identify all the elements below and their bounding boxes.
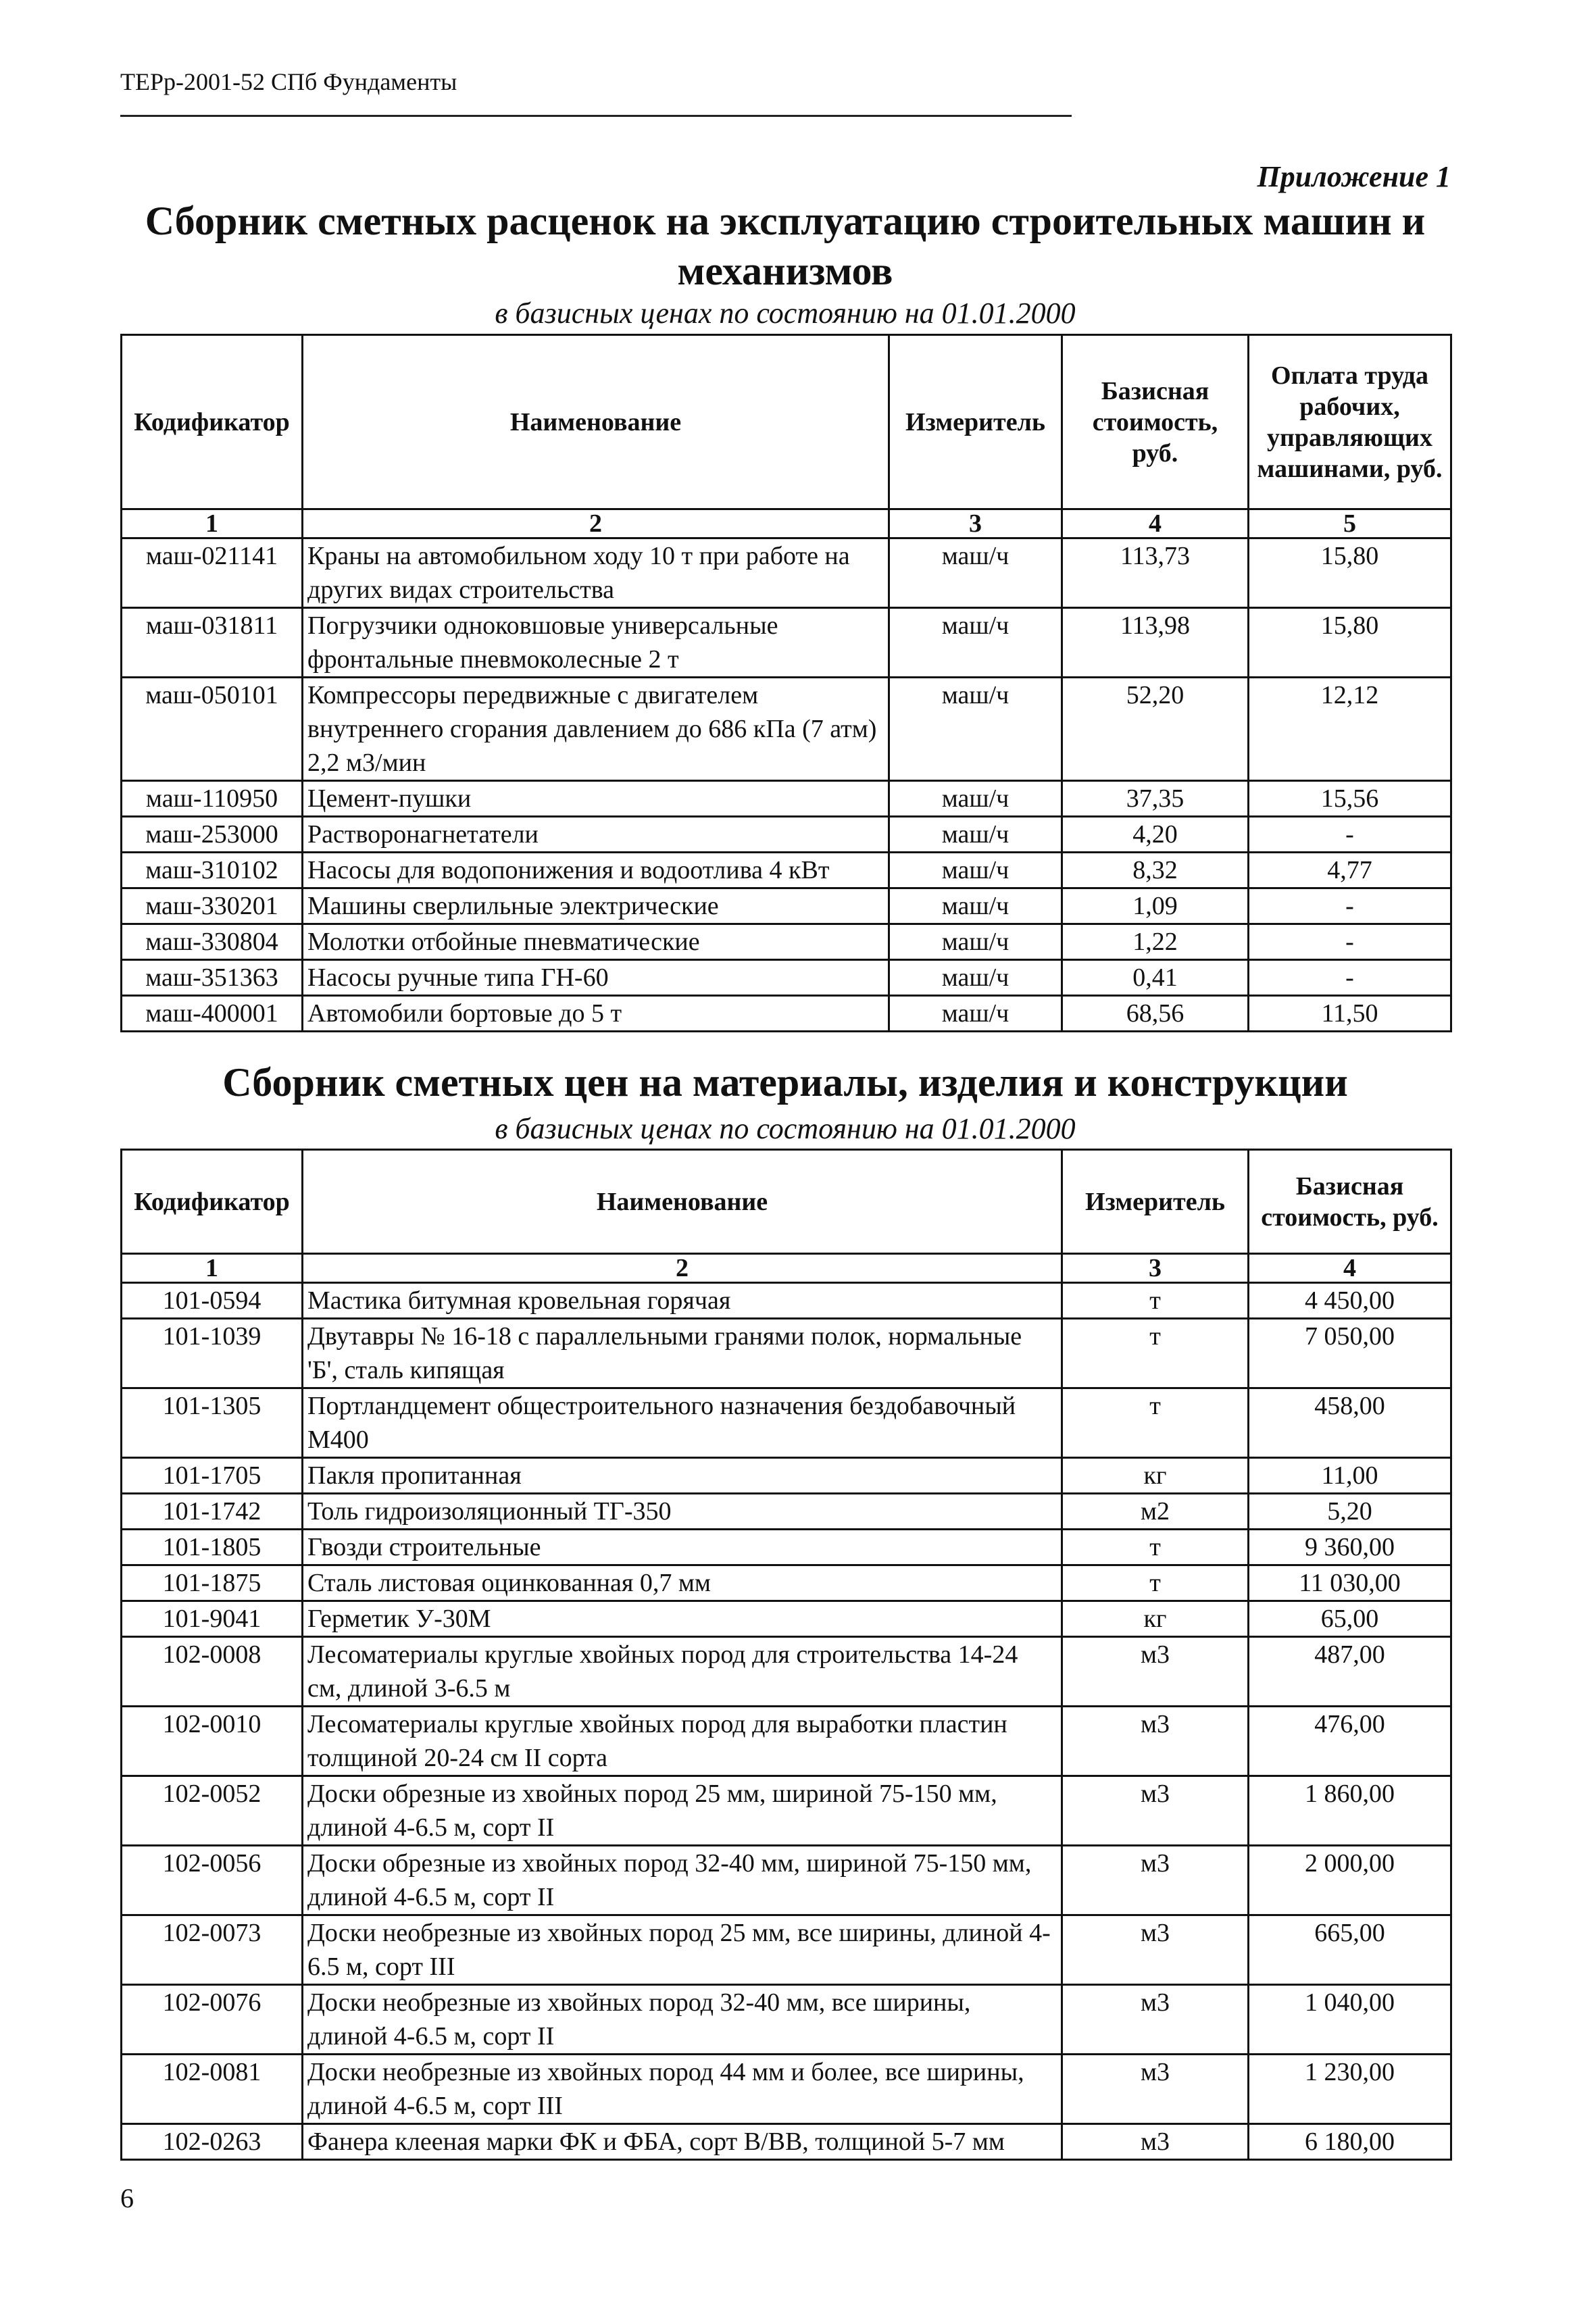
row-code: маш-031811 [122,608,303,678]
table-row [122,853,1451,888]
row-unit: маш/ч [889,853,1062,888]
row-name: Лесоматериалы круглые хвойных пород для строительства 14-24 см, длиной 3-6.5 м [303,1637,1062,1707]
row-code: 101-1742 [122,1494,303,1530]
row-cost: 113,73 [1062,538,1249,608]
machines-colnum: 5 [1249,509,1451,538]
row-cost: 487,00 [1249,1637,1451,1707]
row-unit: маш/ч [889,817,1062,853]
row-cost: 458,00 [1249,1388,1451,1458]
row-cost: 7 050,00 [1249,1319,1451,1388]
table-row [122,2055,1451,2124]
table-row [122,1985,1451,2055]
machines-colnum: 3 [889,509,1062,538]
row-name: Насосы для водопонижения и водоотлива 4 кВт [303,853,889,888]
machines-col-code: Кодификатор [122,335,303,509]
row-unit: м3 [1062,1915,1249,1985]
row-unit: маш/ч [889,960,1062,996]
row-code: 101-9041 [122,1601,303,1637]
row-unit: м3 [1062,2055,1249,2124]
row-code: 102-0076 [122,1985,303,2055]
row-name: Гвозди строительные [303,1530,1062,1565]
row-unit: м3 [1062,2124,1249,2160]
materials-col-unit: Измеритель [1062,1150,1249,1254]
row-cost: 65,00 [1249,1601,1451,1637]
row-unit: маш/ч [889,996,1062,1032]
row-code: 101-1305 [122,1388,303,1458]
row-unit: маш/ч [889,608,1062,678]
row-code: 101-1039 [122,1319,303,1388]
table-row [122,608,1451,678]
row-name: Цемент-пушки [303,781,889,817]
row-name: Доски необрезные из хвойных пород 44 мм и более, все ширины, длиной 4-6.5 м, сорт III [303,2055,1062,2124]
row-code: маш-400001 [122,996,303,1032]
machines-table-body [122,538,1451,1032]
row-name: Растворонагнетатели [303,817,889,853]
row-name: Фанера клееная марки ФК и ФБА, сорт В/ВВ, толщиной 5-7 мм [303,2124,1062,2160]
table-row [122,1601,1451,1637]
row-labor: 15,56 [1249,781,1451,817]
row-code: маш-110950 [122,781,303,817]
row-cost: 37,35 [1062,781,1249,817]
row-name: Компрессоры передвижные с двигателем внутреннего сгорания давлением до 686 кПа (7 атм) 2,2 м3/мин [303,678,889,781]
machines-title-line2: механизмов [677,249,893,293]
row-unit: т [1062,1530,1249,1565]
materials-col-name: Наименование [303,1150,1062,1254]
table-row [122,1283,1451,1319]
row-name: Доски необрезные из хвойных пород 25 мм, все ширины, длиной 4-6.5 м, сорт III [303,1915,1062,1985]
row-unit: маш/ч [889,678,1062,781]
row-code: 102-0263 [122,2124,303,2160]
row-labor: 15,80 [1249,538,1451,608]
table-row [122,2124,1451,2160]
row-code: 102-0073 [122,1915,303,1985]
row-name: Доски необрезные из хвойных пород 32-40 мм, все ширины, длиной 4-6.5 м, сорт II [303,1985,1062,2055]
row-code: 102-0010 [122,1707,303,1776]
row-labor: - [1249,960,1451,996]
row-code: маш-330804 [122,924,303,960]
row-labor: 11,50 [1249,996,1451,1032]
row-cost: 11,00 [1249,1458,1451,1494]
table-row [122,1637,1451,1707]
row-code: маш-253000 [122,817,303,853]
machines-colnum: 4 [1062,509,1249,538]
materials-colnum: 4 [1249,1254,1451,1283]
row-unit: м3 [1062,1985,1249,2055]
machines-col-labor: Оплата труда рабочих, управляющих машинами, руб. [1249,335,1451,509]
row-name: Доски обрезные из хвойных пород 25 мм, шириной 75-150 мм, длиной 4-6.5 м, сорт II [303,1776,1062,1846]
machines-table [120,334,1452,1032]
row-code: 101-1805 [122,1530,303,1565]
materials-table [120,1149,1452,2161]
row-unit: м3 [1062,1707,1249,1776]
table-row [122,996,1451,1032]
materials-col-cost: Базисная стоимость, руб. [1249,1150,1451,1254]
row-code: 102-0056 [122,1846,303,1915]
row-unit: т [1062,1319,1249,1388]
table-row [122,960,1451,996]
row-code: маш-050101 [122,678,303,781]
row-cost: 1,09 [1062,888,1249,924]
table-row [122,678,1451,781]
row-code: 101-1875 [122,1565,303,1601]
row-labor: 4,77 [1249,853,1451,888]
row-cost: 4,20 [1062,817,1249,853]
materials-colnum: 2 [303,1254,1062,1283]
row-name: Погрузчики одноковшовые универсальные фронтальные пневмоколесные 2 т [303,608,889,678]
row-name: Портландцемент общестроительного назначения бездобавочный М400 [303,1388,1062,1458]
table-row [122,1565,1451,1601]
table-row [122,1915,1451,1985]
row-name: Насосы ручные типа ГН-60 [303,960,889,996]
row-cost: 2 000,00 [1249,1846,1451,1915]
table-row [122,1458,1451,1494]
materials-table-body [122,1283,1451,2160]
table-row [122,1319,1451,1388]
document-header: ТЕРр-2001-52 СПб Фундаменты [120,68,457,95]
row-cost: 1 860,00 [1249,1776,1451,1846]
row-cost: 476,00 [1249,1707,1451,1776]
table-row [122,817,1451,853]
row-unit: маш/ч [889,888,1062,924]
row-cost: 1,22 [1062,924,1249,960]
row-code: маш-330201 [122,888,303,924]
table-row [122,888,1451,924]
machines-colnum: 1 [122,509,303,538]
materials-title: Сборник сметных цен на материалы, изделия и конструкции [222,1060,1348,1105]
row-unit: маш/ч [889,781,1062,817]
row-name: Двутавры № 16-18 с параллельными гранями полок, нормальные 'Б', сталь кипящая [303,1319,1062,1388]
materials-subtitle: в базисных ценах по состоянию на 01.01.2000 [495,1112,1076,1145]
row-code: 101-1705 [122,1458,303,1494]
row-name: Толь гидроизоляционный ТГ-350 [303,1494,1062,1530]
machines-subtitle: в базисных ценах по состоянию на 01.01.2000 [495,297,1076,330]
table-row [122,1388,1451,1458]
table-row [122,1494,1451,1530]
row-labor: 15,80 [1249,608,1451,678]
row-labor: - [1249,888,1451,924]
row-cost: 1 040,00 [1249,1985,1451,2055]
row-name: Доски обрезные из хвойных пород 32-40 мм, шириной 75-150 мм, длиной 4-6.5 м, сорт II [303,1846,1062,1915]
row-name: Лесоматериалы круглые хвойных пород для выработки пластин толщиной 20-24 см II сорта [303,1707,1062,1776]
materials-colnum: 3 [1062,1254,1249,1283]
row-unit: м3 [1062,1637,1249,1707]
table-row [122,1846,1451,1915]
row-code: маш-310102 [122,853,303,888]
row-code: 102-0052 [122,1776,303,1846]
page-number: 6 [120,2183,134,2213]
machines-col-unit: Измеритель [889,335,1062,509]
row-cost: 8,32 [1062,853,1249,888]
row-labor: - [1249,817,1451,853]
row-unit: маш/ч [889,538,1062,608]
machines-title-line1: Сборник сметных расценок на эксплуатацию строительных машин и [145,199,1426,243]
row-unit: м2 [1062,1494,1249,1530]
row-cost: 0,41 [1062,960,1249,996]
table-row [122,1530,1451,1565]
row-name: Молотки отбойные пневматические [303,924,889,960]
row-name: Мастика битумная кровельная горячая [303,1283,1062,1319]
row-cost: 68,56 [1062,996,1249,1032]
row-labor: 12,12 [1249,678,1451,781]
row-name: Пакля пропитанная [303,1458,1062,1494]
row-cost: 5,20 [1249,1494,1451,1530]
row-unit: т [1062,1388,1249,1458]
row-unit: маш/ч [889,924,1062,960]
row-name: Машины сверлильные электрические [303,888,889,924]
materials-colnum: 1 [122,1254,303,1283]
row-cost: 665,00 [1249,1915,1451,1985]
row-cost: 4 450,00 [1249,1283,1451,1319]
row-unit: м3 [1062,1776,1249,1846]
row-labor: - [1249,924,1451,960]
row-unit: кг [1062,1601,1249,1637]
row-unit: т [1062,1283,1249,1319]
table-row [122,924,1451,960]
materials-col-code: Кодификатор [122,1150,303,1254]
machines-col-cost: Базисная стоимость, руб. [1062,335,1249,509]
table-row [122,538,1451,608]
machines-colnum: 2 [303,509,889,538]
row-code: 101-0594 [122,1283,303,1319]
machines-col-name: Наименование [303,335,889,509]
row-code: 102-0008 [122,1637,303,1707]
row-cost: 1 230,00 [1249,2055,1451,2124]
row-unit: кг [1062,1458,1249,1494]
row-code: маш-021141 [122,538,303,608]
header-divider [120,115,1072,117]
row-cost: 6 180,00 [1249,2124,1451,2160]
table-row [122,1776,1451,1846]
row-name: Герметик У-30М [303,1601,1062,1637]
row-unit: т [1062,1565,1249,1601]
row-name: Автомобили бортовые до 5 т [303,996,889,1032]
row-name: Сталь листовая оцинкованная 0,7 мм [303,1565,1062,1601]
appendix-label: Приложение 1 [1257,160,1451,193]
row-cost: 11 030,00 [1249,1565,1451,1601]
row-cost: 113,98 [1062,608,1249,678]
table-row [122,1707,1451,1776]
row-unit: м3 [1062,1846,1249,1915]
row-code: 102-0081 [122,2055,303,2124]
row-code: маш-351363 [122,960,303,996]
row-name: Краны на автомобильном ходу 10 т при работе на других видах строительства [303,538,889,608]
row-cost: 9 360,00 [1249,1530,1451,1565]
row-cost: 52,20 [1062,678,1249,781]
table-row [122,781,1451,817]
